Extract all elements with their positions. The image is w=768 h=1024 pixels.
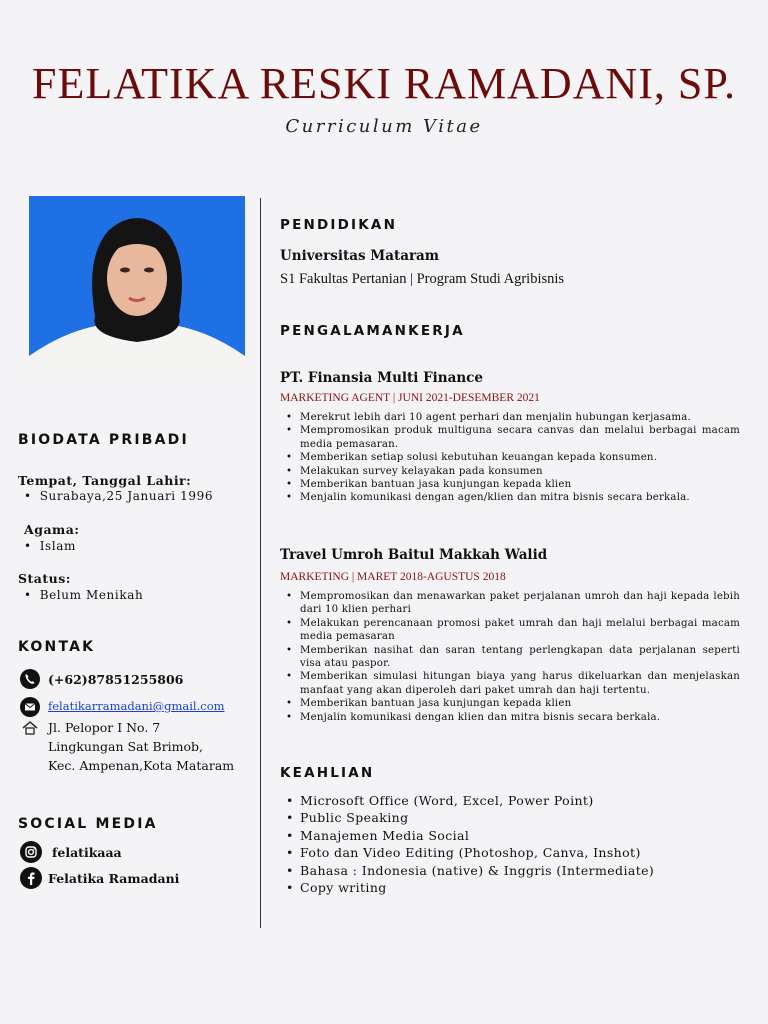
contact-title: KONTAK	[18, 639, 96, 655]
job-1-duty: • Mempromosikan produk multiguna secara canvas dan melalui berbagai macam media pemasaran.	[284, 424, 740, 451]
contact-email-row	[20, 697, 225, 717]
job-1-company: PT. Finansia Multi Finance	[280, 370, 483, 386]
job-2-role: MARKETING | MARET 2018-AGUSTUS 2018	[280, 571, 506, 583]
skills-title: KEAHLIAN	[280, 765, 375, 781]
home-icon	[20, 718, 40, 738]
skill-item: • Manajemen Media Social	[284, 827, 740, 844]
job-2-duty: • Melakukan perencanaan promosi paket umrah dan haji melalui berbagai macam media pemasaran	[284, 617, 740, 644]
status-label: Status:	[18, 571, 71, 586]
biodata-title: BIODATA PRIBADI	[18, 432, 189, 448]
address-line-1: Jl. Pelopor I No. 7	[48, 720, 161, 735]
job-2-duty: • Menjalin komunikasi dengan klien dan mitra bisnis secara berkala.	[284, 711, 740, 724]
skill-item: • Public Speaking	[284, 809, 740, 826]
contact-phone-row	[20, 669, 183, 689]
skills-list	[284, 792, 740, 896]
job-1-duty: • Menjalin komunikasi dengan agen/klien dan mitra bisnis secara berkala.	[284, 491, 740, 504]
facebook-name: Felatika Ramadani	[48, 871, 180, 886]
status-value: • Belum Menikah	[24, 588, 143, 602]
job-1-duty: • Merekrut lebih dari 10 agent perhari dan menjalin hubungan kerjasama.	[284, 411, 740, 424]
job-1-duties	[284, 411, 740, 505]
skill-item: • Microsoft Office (Word, Excel, Power Point)	[284, 792, 740, 809]
job-2-company: Travel Umroh Baitul Makkah Walid	[280, 547, 548, 563]
job-2-duty: • Memberikan simulasi hitungan biaya yang harus dikeluarkan dan menjelaskan manfaat yang akan diperoleh dari paket umrah dan haji tertentu.	[284, 670, 740, 697]
contact-email-link[interactable]: felatikarramadani@gmail.com	[48, 699, 225, 713]
job-1-role: MARKETING AGENT | JUNI 2021-DESEMBER 2021	[280, 392, 540, 404]
birth-label: Tempat, Tanggal Lahir:	[18, 473, 192, 488]
education-title: PENDIDIKAN	[280, 217, 398, 233]
job-1-duty: • Melakukan survey kelayakan pada konsumen	[284, 465, 740, 478]
document-subtitle: Curriculum Vitae	[285, 116, 483, 137]
education-detail: S1 Fakultas Pertanian | Program Studi Agribisnis	[280, 271, 565, 287]
job-2-duties	[284, 590, 740, 724]
skill-item: • Foto dan Video Editing (Photoshop, Canva, Inshot)	[284, 844, 740, 861]
mail-icon	[20, 697, 40, 717]
skill-item: • Copy writing	[284, 879, 740, 896]
candidate-name: FELATIKA RESKI RAMADANI, SP.	[32, 59, 736, 108]
job-2-duty: • Memberikan nasihat dan saran tentang perlengkapan data perjalanan seperti visa atau paspor.	[284, 644, 740, 671]
experience-title: PENGALAMANKERJA	[280, 323, 465, 339]
profile-photo	[29, 196, 245, 380]
religion-label: Agama:	[24, 522, 80, 537]
address-line-2: Lingkungan Sat Brimob,	[48, 739, 204, 754]
religion-value: • Islam	[24, 539, 76, 553]
job-2-duty: • Mempromosikan dan menawarkan paket perjalanan umroh dan haji kepada lebih dari 10 klien perhari	[284, 590, 740, 617]
job-2-duty: • Memberikan bantuan jasa kunjungan kepada klien	[284, 697, 740, 710]
job-1-duty: • Memberikan setiap solusi kebutuhan keuangan kepada konsumen.	[284, 451, 740, 464]
education-school: Universitas Mataram	[280, 248, 440, 264]
contact-phone: (+62)87851255806	[48, 672, 184, 687]
instagram-handle: felatikaaa	[52, 845, 122, 860]
address-line-3: Kec. Ampenan,Kota Mataram	[48, 758, 235, 773]
social-title: SOCIAL MEDIA	[18, 816, 158, 832]
skill-item: • Bahasa : Indonesia (native) & Inggris (Intermediate)	[284, 862, 740, 879]
social-instagram-row[interactable]	[20, 841, 122, 861]
instagram-icon	[20, 841, 40, 861]
contact-address-row	[20, 718, 234, 775]
job-1-duty: • Memberikan bantuan jasa kunjungan kepada klien	[284, 478, 740, 491]
birth-value: • Surabaya,25 Januari 1996	[24, 489, 213, 503]
phone-icon	[20, 669, 40, 689]
facebook-icon	[20, 867, 40, 887]
column-divider	[260, 198, 261, 928]
social-facebook-row[interactable]	[20, 867, 179, 887]
